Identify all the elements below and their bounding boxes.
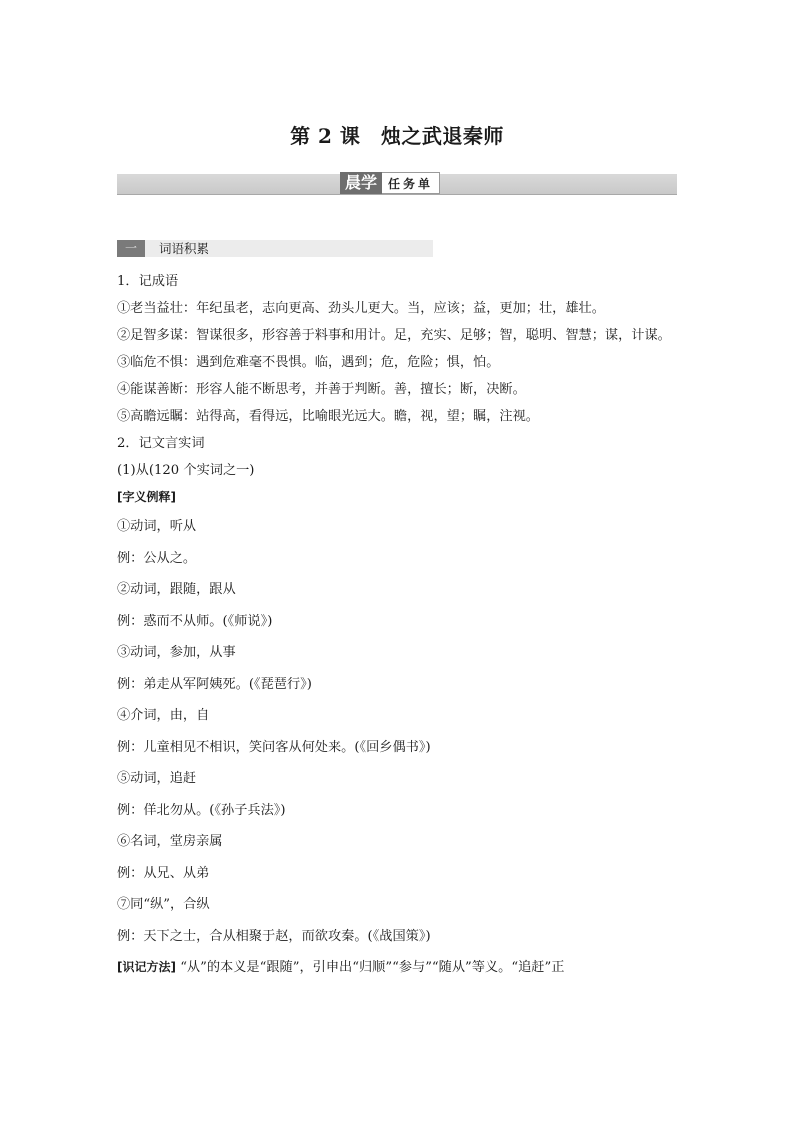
idiom-item: ⑤高瞻远瞩：站得高，看得远，比喻眼光远大。瞻，视，望；瞩，注视。	[117, 409, 539, 424]
section-number: 一	[117, 240, 145, 257]
sense-meaning: ①动词，听从	[117, 519, 197, 534]
idiom-item: ①老当益壮：年纪虽老，志向更高、劲头儿更大。当，应该；益，更加；壮，雄壮。	[117, 301, 605, 316]
sense-example: 例：惑而不从师。(《师说》)	[117, 613, 273, 629]
sense-example: 例：公从之。	[117, 550, 197, 566]
content-body	[117, 268, 680, 984]
header-banner	[117, 174, 677, 195]
section-label: 词语积累	[159, 241, 210, 256]
words-heading: 2．记文言实词	[117, 436, 205, 451]
examples-label: [字义例释]	[117, 490, 176, 504]
lesson-title: 第 2 课 烛之武退秦师	[290, 124, 504, 148]
idiom-item: ②足智多谋：智谋很多，形容善于料事和用计。足，充实、足够；智，聪明、智慧；谋，计谋。	[117, 328, 671, 343]
idiom-item: ④能谋善断：形容人能不断思考，并善于判断。善，擅长；断，决断。	[117, 382, 526, 397]
idioms-heading: 1．记成语	[117, 274, 179, 289]
sense-example: 例：佯北勿从。(《孙子兵法》)	[117, 802, 286, 818]
memory-text: “从”的本义是“跟随”，引申出“归顺”“参与”“随从”等义。“追赶”正	[180, 960, 565, 975]
sense-meaning: ⑤动词，追赶	[117, 771, 197, 786]
sense-example: 例：儿童相见不相识，笑问客从何处来。(《回乡偶书》)	[117, 739, 431, 755]
sense-example: 例：天下之士，合从相聚于赵，而欲攻秦。(《战国策》)	[117, 928, 431, 944]
sense-example: 例：从兄、从弟	[117, 865, 210, 881]
memory-label: [识记方法]	[117, 960, 176, 974]
sense-meaning: ⑦同“纵”，合纵	[117, 897, 210, 912]
banner-main-text: 晨学	[340, 172, 382, 194]
sense-meaning: ④介词，由，自	[117, 708, 210, 723]
sense-example: 例：弟走从军阿姨死。(《琵琶行》)	[117, 676, 312, 692]
section-header	[117, 240, 433, 257]
sense-meaning: ⑥名词，堂房亲属	[117, 834, 223, 849]
word-title: (1)从(120 个实词之一)	[117, 463, 255, 478]
sense-meaning: ③动词，参加，从事	[117, 645, 236, 660]
memory-method	[117, 952, 680, 984]
banner-sub-text: 任务单	[382, 172, 440, 194]
banner-label	[340, 172, 440, 194]
idiom-item: ③临危不惧：遇到危难毫不畏惧。临，遇到；危，危险；惧，怕。	[117, 355, 500, 370]
sense-meaning: ②动词，跟随，跟从	[117, 582, 236, 597]
